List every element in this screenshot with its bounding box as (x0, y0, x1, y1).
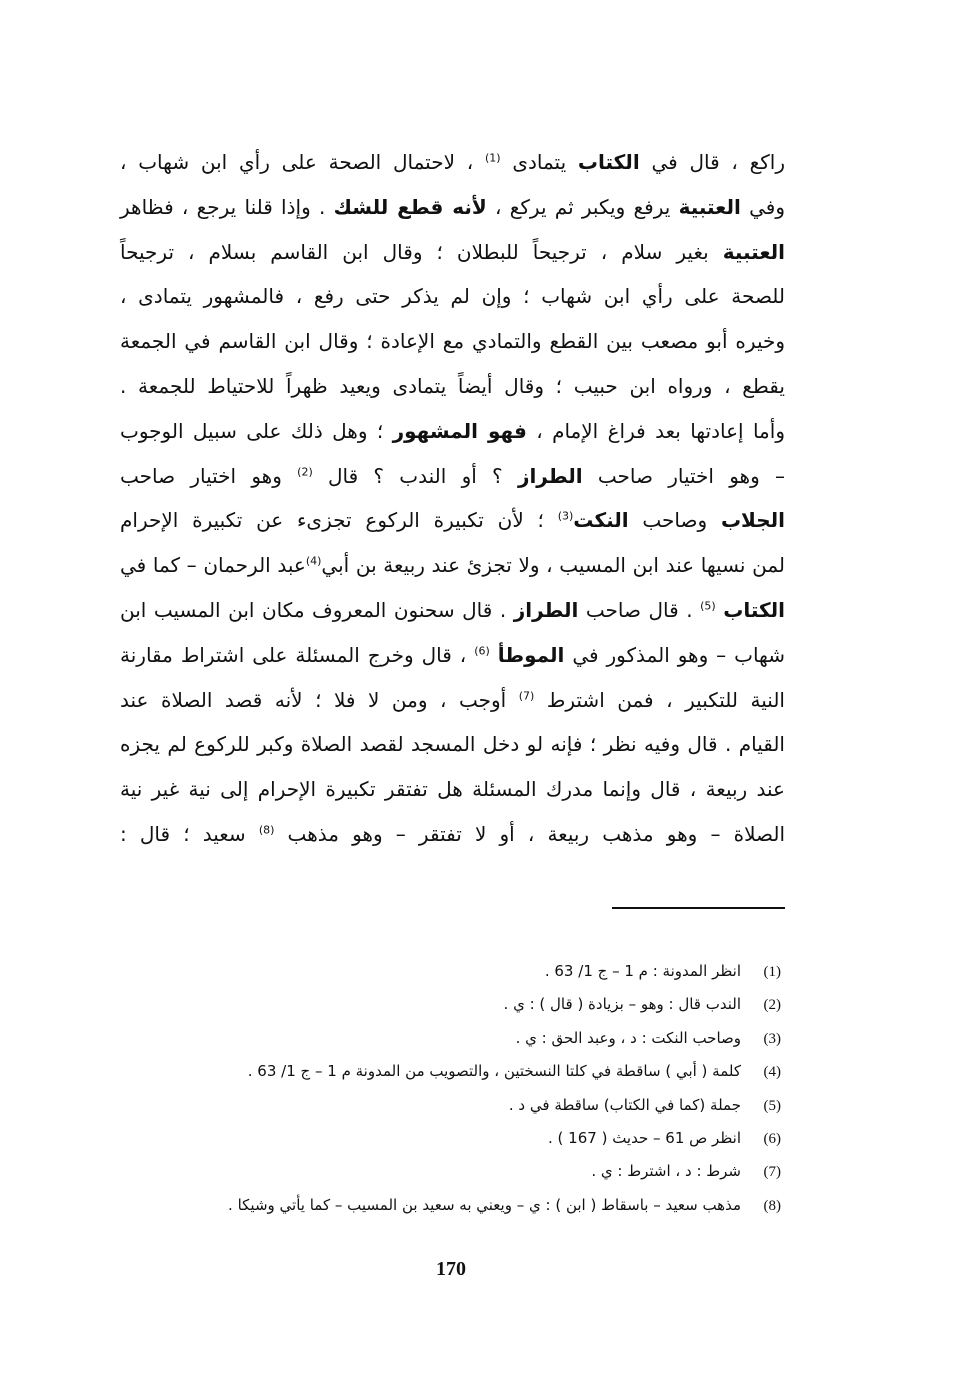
footnote-marker: (1) (484, 151, 501, 165)
footnote-number: (2) (763, 997, 781, 1014)
text-line (120, 812, 785, 857)
text-segment: ، لاحتمال الصحة على رأي ابن شهاب ، (120, 150, 485, 174)
text-line (120, 185, 785, 230)
text-line (120, 588, 785, 633)
text-segment: للصحة على رأي ابن شهاب ؛ وإن لم يذكر حتى رفع ، فالمشهور يتمادى ، (120, 284, 785, 309)
text-segment: ؛ لأن تكبيرة الركوع تجزىء عن تكبيرة الإحرام (120, 508, 558, 533)
text-segment: الصلاة – وهو مذهب ربيعة ، أو لا تفتقر – وهو مذهب (274, 821, 786, 846)
footnote-marker: (2) (297, 464, 313, 478)
footnote-marker: (7) (518, 688, 535, 702)
footnote-text: انظر المدونة : م 1 – ج 1/ 63 . (544, 962, 741, 980)
text-line (120, 274, 785, 319)
text-line (120, 140, 785, 185)
text-segment (490, 643, 498, 667)
bold-term: الطراز (513, 597, 579, 622)
text-segment: وهو اختيار صاحب (120, 463, 298, 488)
text-line (120, 498, 785, 543)
footnote-number: (3) (763, 1030, 781, 1047)
footnote (120, 1089, 785, 1122)
page-number: 170 (436, 1258, 466, 1280)
text-segment: عند ربيعة ، قال وإنما مدرك المسئلة هل تفتقر تكبيرة الإحرام إلى نية غير نية (120, 777, 785, 802)
footnote-number: (1) (763, 964, 781, 980)
bold-term: الطراز (517, 463, 583, 488)
text-segment: سعيد ؛ قال : (120, 821, 259, 846)
footnote-number: (7) (763, 1164, 781, 1181)
bold-term: الجلاب (720, 508, 786, 533)
text-segment: عبد الرحمان – كما في (120, 553, 306, 578)
footnote-marker: (6) (474, 644, 490, 658)
footnote (120, 1155, 785, 1188)
footnote-marker: (5) (700, 599, 716, 613)
bold-term: النكت (573, 508, 629, 533)
footnote-text: الندب قال : وهو – بزيادة ( قال ) : ي . (503, 995, 741, 1014)
text-segment: . وإذا قلنا يرجع ، فظاهر (120, 194, 334, 219)
footnote-text: وصاحب النكت : د ، وعبد الحق : ي . (515, 1028, 741, 1047)
text-segment: وفي (740, 194, 785, 219)
text-line (120, 767, 785, 812)
text-segment: . قال صاحب (578, 597, 701, 622)
bold-term: الموطأ (497, 642, 565, 667)
text-segment: وأما إعادتها بعد فراغ الإمام ، (526, 418, 785, 443)
footnote-marker: (8) (258, 823, 275, 837)
text-line (120, 633, 785, 678)
bold-term: الكتاب (577, 150, 640, 174)
footnote-marker: (3) (557, 509, 574, 523)
text-segment: بغير سلام ، ترجيحاً للبطلان ؛ وقال ابن القاسم بسلام ، ترجيحاً (120, 239, 723, 264)
text-line (120, 722, 785, 767)
footnote-text: مذهب سعيد – باسقاط ( ابن ) : ي – ويعني به سعيد بن المسيب – كما يأتي وشيكا . (228, 1195, 741, 1214)
text-segment: ، قال وخرج المسئلة على اشتراط مقارنة (120, 642, 475, 667)
text-segment: لمن نسيها عند ابن المسيب ، ولا تجزئ عند ربيعة بن أبي (321, 553, 785, 578)
text-segment: أوجب ، ومن لا فلا ؛ لأنه قصد الصلاة عند (120, 687, 519, 712)
main-text-block (120, 140, 785, 857)
text-line (120, 230, 785, 275)
footnote (120, 1122, 785, 1155)
footnote (120, 1189, 785, 1222)
footnote-separator (612, 907, 785, 909)
text-segment: شهاب – وهو المذكور في (564, 642, 786, 667)
text-segment: . قال سحنون المعروف مكان ابن المسيب ابن (120, 597, 514, 622)
bold-term: العتبية (678, 194, 741, 219)
text-segment: – وهو اختيار صاحب (582, 463, 785, 488)
footnote-number: (5) (763, 1097, 781, 1114)
text-segment: القيام . قال وفيه نظر ؛ فإنه لو دخل المسجد لقصد الصلاة وكبر للركوع لم يجزه (120, 732, 785, 757)
text-segment: يتمادى (500, 150, 578, 174)
text-line (120, 409, 785, 454)
text-line (120, 454, 785, 499)
footnote-text: شرط : د ، اشترط : ي . (591, 1162, 741, 1181)
footnote-text: جملة (كما في الكتاب) ساقطة في د . (508, 1095, 741, 1114)
bold-term: فهو المشهور (392, 418, 527, 443)
text-segment: وصاحب (628, 508, 721, 533)
footnotes-block (120, 955, 785, 1222)
text-segment: ؟ أو الندب ؟ قال (312, 463, 518, 488)
footnote (120, 955, 785, 988)
footnote-number: (8) (763, 1197, 781, 1214)
bold-term: لأنه قطع للشك (333, 194, 487, 219)
text-segment: ؛ وهل ذلك على سبيل الوجوب (120, 418, 393, 443)
text-segment: يرفع ويكبر ثم يركع ، (486, 194, 679, 219)
footnote-marker: (4) (305, 554, 322, 568)
footnote-text: انظر ص 61 – حديث ( 167 ) . (548, 1128, 741, 1147)
bold-term: العتبية (722, 239, 785, 264)
text-segment: النية للتكبير ، فمن اشترط (534, 687, 785, 712)
text-segment: يقطع ، ورواه ابن حبيب ؛ وقال أيضاً يتمادى ويعيد ظهراً للاحتياط للجمعة . (120, 373, 785, 398)
footnote (120, 1022, 785, 1055)
footnote-number: (4) (763, 1064, 781, 1081)
text-segment: وخيره أبو مصعب بين القطع والتمادي مع الإعادة ؛ وقال ابن القاسم في الجمعة (120, 329, 785, 354)
footnote (120, 1055, 785, 1088)
text-line (120, 319, 785, 364)
footnote-number: (6) (763, 1130, 781, 1147)
footnote (120, 988, 785, 1021)
text-segment: راكع ، قال في (639, 150, 785, 174)
text-line (120, 678, 785, 723)
text-line (120, 543, 785, 588)
text-line (120, 364, 785, 409)
bold-term: الكتاب (723, 597, 785, 622)
footnote-text: كلمة ( أبي ) ساقطة في كلتا النسختين ، والتصويب من المدونة م 1 – ج 1/ 63 . (247, 1062, 741, 1081)
